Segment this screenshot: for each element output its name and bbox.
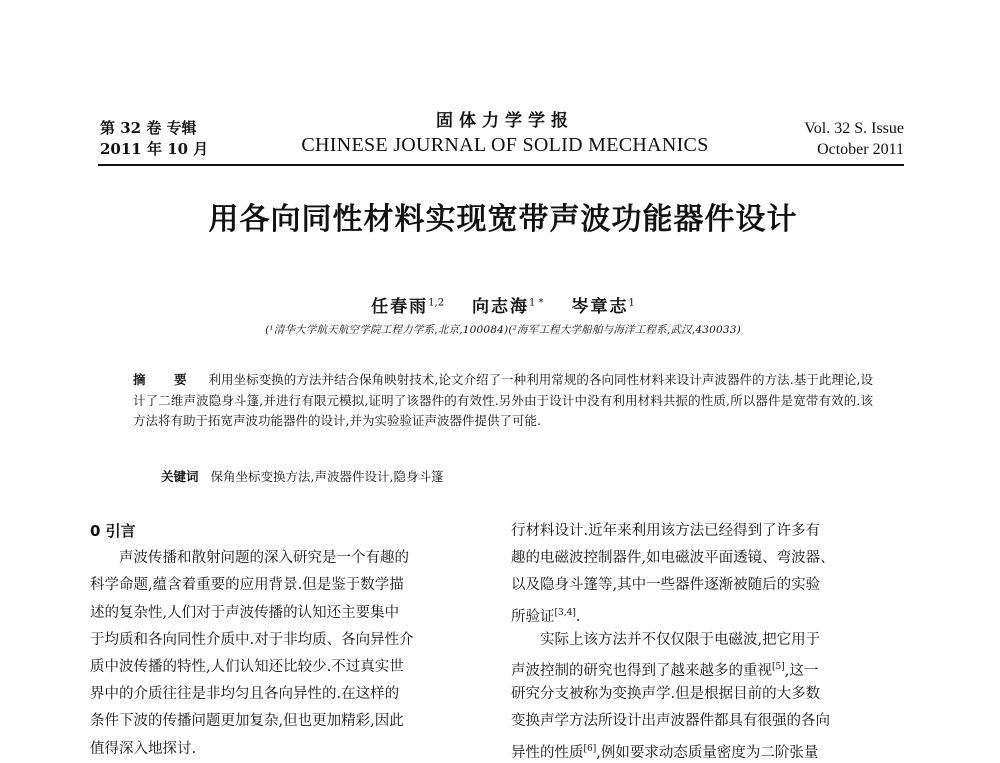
body-line-cited [511,736,903,763]
author-2 [472,292,544,317]
keywords-text: 保角坐标变换方法,声波器件设计,隐身斗篷 [210,469,444,484]
body-line-cited [511,654,903,681]
body-line: 于均质和各向同性介质中.对于非均质、各向异性介 [90,631,414,648]
body-line: 科学命题,蕴含着重要的应用背景.但是鉴于数学描 [90,577,404,594]
header-right [772,118,904,160]
abstract-label: 摘 要 [133,372,199,387]
author-superscript: 1 * [528,297,544,309]
body-line: 条件下波的传播问题更加复杂,但也更加精彩,因此 [90,713,404,730]
author-name: 岑章志 [571,297,629,317]
volume-en: Vol. 32 S. Issue [804,120,904,137]
paper-title: 用各向同性材料实现宽带声波功能器件设计 [208,202,798,237]
affiliation: (¹清华大学航天航空学院工程力学系,北京,100084)(²海军工程大学船舶与海洋工程系,武汉,430033) [265,324,741,336]
body-line: 以及隐身斗篷等,其中一些器件逐渐被随后的实验 [511,577,821,594]
abstract [133,370,873,432]
author-name: 向志海 [471,297,529,317]
journal-title-en: CHINESE JOURNAL OF SOLID MECHANICS [301,134,709,156]
header-rule [98,164,904,166]
body-line: 述的复杂性,人们对于声波传播的认知还主要集中 [90,604,400,621]
citation-ref: [3,4] [554,607,576,618]
author-1 [371,292,444,317]
volume-cn: 第 32 卷 专辑 [100,119,197,137]
body-text: 异性的性质 [511,744,584,761]
journal-title-cn: 固体力学学报 [436,111,574,131]
body-text: 声波控制的研究也得到了越来越多的重视 [511,662,772,679]
date-cn: 2011 年 10 月 [100,140,209,158]
keywords-label: 关键词 [161,469,199,484]
author-3 [571,292,634,317]
body-line: 行材料设计.近年来利用该方法已经得到了许多有 [511,523,821,539]
body-text: . [575,608,581,625]
header-center [270,110,740,158]
body-line: 声波传播和散射问题的深入研究是一个有趣的 [119,550,409,567]
body-line: 趣的电磁波控制器件,如电磁波平面透镜、弯波器、 [511,550,835,567]
date-en: October 2011 [817,141,904,158]
body-text: ,例如要求动态质量密度为二阶张量 [596,744,819,761]
body-line: 研究分支被称为变换声学.但是根据目前的大多数 [511,686,821,703]
body-line-cited [511,600,903,627]
body-column-right [511,518,903,763]
body-column-left [90,518,482,763]
section-title: 0 引言 [90,522,136,540]
body-line: 值得深入地探讨. [90,740,197,757]
header-left [100,118,208,160]
author-superscript: 1,2 [428,297,445,309]
body-line: 界中的介质往往是非均匀且各向异性的.在这样的 [90,686,400,703]
citation-ref: [6] [583,743,597,754]
keywords [161,467,873,487]
citation-ref: [5] [772,661,785,672]
body-line: 变换声学方法所设计出声波器件都具有很强的各向 [511,713,830,730]
abstract-text: 利用坐标变换的方法并结合保角映射技术,论文介绍了一种利用常规的各向同性材料来设计声波器件的方法.基于此理论,设计了二维声波隐身斗篷,并进行有限元模拟,证明了该器件的有效性.另外由于设计中没有利用材料共振的性质,所以器件是宽带有效的.该方法将有助于拓宽声波功能器件的设计,并为实验验证声波器件提供了可能. [133,372,873,428]
author-superscript: 1 [628,297,635,309]
author-list [100,292,906,317]
body-text: 所验证 [511,608,555,625]
body-line: 质中波传播的特性,人们认知还比较少.不过真实世 [90,658,404,675]
author-name: 任春雨 [371,297,429,317]
body-line: 实际上该方法并不仅仅限于电磁波,把它用于 [540,631,821,648]
body-text: ,这一 [784,662,819,679]
